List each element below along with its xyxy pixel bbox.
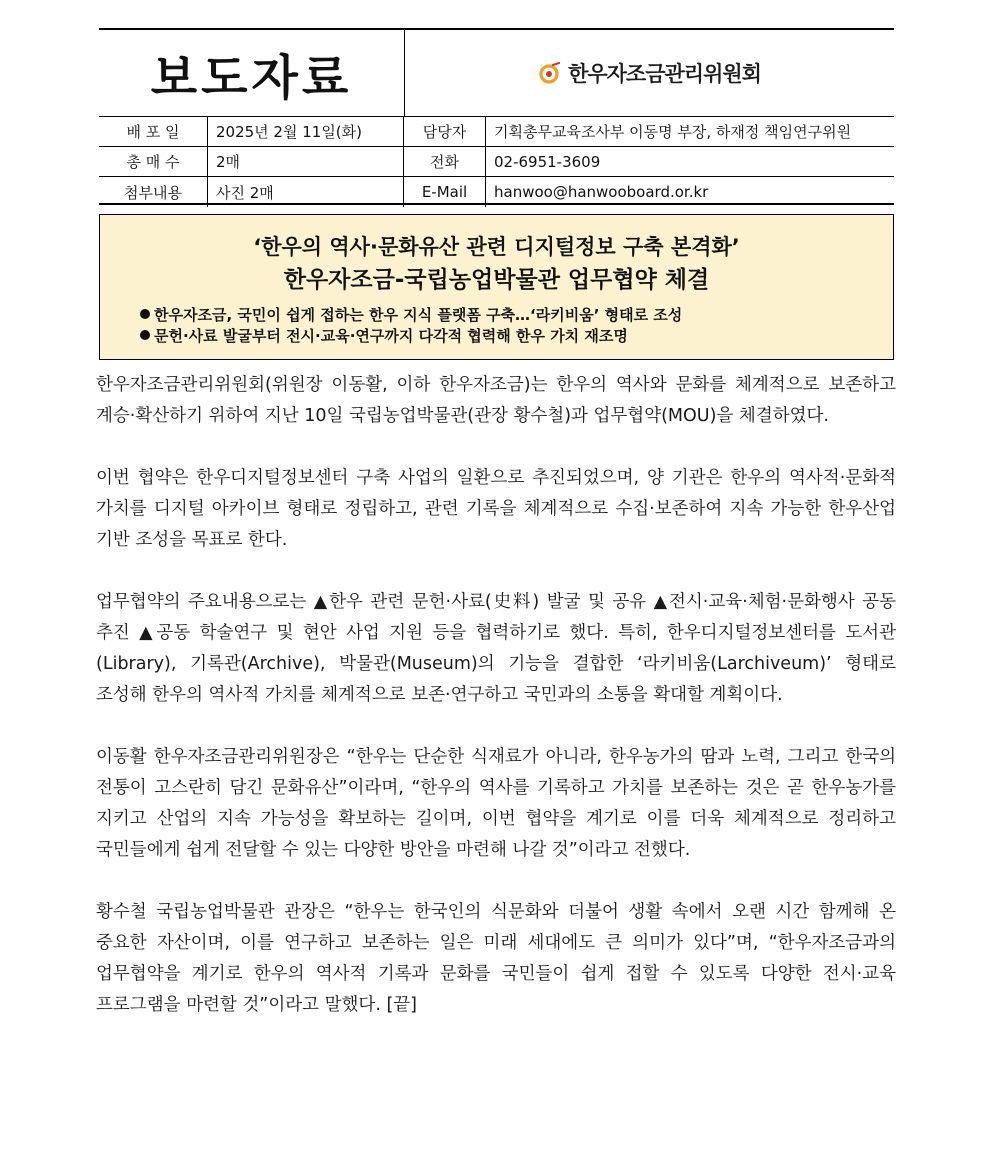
press-header-table — [99, 28, 894, 205]
info-row-release-date — [99, 117, 894, 147]
label-phone: 전화 — [404, 147, 486, 176]
body-paragraph-director-quote: 황수철 국립농업박물관 관장은 “한우는 한국인의 식문화와 더불어 생활 속에서 오랜 시간 함께해 온 중요한 자산이며, 이를 연구하고 보존하는 일은 미래 세대에도 큰 의미가 있다”며, “한우자조금과의 업무협약을 계기로 한우의 역사적 기록과 문화를 국민들이 쉽게 접할 수 있도록 다양한 전시·교육 프로그램을 마련할 것”이라고 말했다. [끝] — [96, 902, 896, 1015]
label-release-date: 배 포 일 — [99, 117, 208, 146]
headline-title: 한우자조금-국립농업박물관 업무협약 체결 — [283, 267, 710, 293]
bullet-text: 한우자조금, 국민이 쉽게 접하는 한우 지식 플랫폼 구축…‘라키비움’ 형태로 조성 — [154, 306, 683, 324]
label-email: E-Mail — [404, 177, 486, 207]
bullet-item — [140, 305, 682, 326]
value-page-count: 2매 — [208, 147, 404, 176]
label-page-count: 총 매 수 — [99, 147, 208, 176]
body-paragraph-chairman-quote: 이동활 한우자조금관리위원장은 “한우는 단순한 식재료가 아니라, 한우농가의 땀과 노력, 그리고 한국의 전통이 고스란히 담긴 문화유산”이라며, “한우의 역사를 기록하고 가치를 보존하는 것은 곧 한우농가를 지키고 산업의 지속 가능성을 확보하는 길이며, 이번 협약을 계기로 이를 더욱 체계적으로 정리하고 국민들에게 쉽게 전달할 수 있는 다양한 방안을 마련해 나갈 것”이라고 전했다. — [96, 747, 896, 860]
bullet-item — [140, 326, 682, 347]
label-attachments: 첨부내용 — [99, 177, 208, 207]
body-paragraph-intro: 한우자조금관리위원회(위원장 이동활, 이하 한우자조금)는 한우의 역사와 문화를 체계적으로 보존하고 계승·확산하기 위하여 지난 10일 국립농업박물관(관장 황수철)과 업무협약(MOU)을 체결하였다. — [96, 375, 896, 426]
header-top-row — [99, 30, 894, 117]
headline-subtitle: ‘한우의 역사·문화유산 관련 디지털정보 구축 본격화’ — [253, 235, 740, 259]
page-title: 보도자료 — [150, 49, 353, 106]
logo-text: 한우자조금관리위원회 — [568, 62, 761, 86]
hanwoo-logo-icon — [538, 61, 562, 85]
info-row-attachments — [99, 177, 894, 207]
bullet-icon — [140, 330, 150, 340]
headline-bullets — [140, 305, 682, 347]
bullet-text: 문헌·사료 발굴부터 전시·교육·연구까지 다각적 협력해 한우 가치 재조명 — [154, 327, 628, 345]
organization-logo — [538, 58, 761, 88]
bullet-icon — [140, 309, 150, 319]
label-contact-person: 담당자 — [404, 117, 486, 146]
value-phone: 02-6951-3609 — [494, 152, 601, 171]
logo-cell — [404, 30, 894, 116]
headline-box — [99, 214, 894, 360]
value-attachments: 사진 2매 — [208, 177, 404, 207]
article-body — [96, 370, 896, 1021]
value-email: hanwoo@hanwooboard.or.kr — [494, 183, 709, 201]
info-row-page-count — [99, 147, 894, 177]
body-paragraph-contents: 업무협약의 주요내용으로는 ▲한우 관련 문헌·사료(史料) 발굴 및 공유 ▲전시·교육·체험·문화행사 공동 추진 ▲공동 학술연구 및 현안 사업 지원 등을 협력하기로 했다. 특히, 한우디지털정보센터를 도서관(Library), 기록관(Archive), 박물관(Museum)의 기능을 결합한 ‘라키비움(Larchiveum)’ 형태로 조성해 한우의 역사적 가치를 체계적으로 보존·연구하고 국민과의 소통을 확대할 계획이다. — [96, 592, 896, 705]
value-contact-person: 기획총무교육조사부 이동명 부장, 하재정 책임연구위원 — [494, 123, 852, 141]
body-paragraph-purpose: 이번 협약은 한우디지털정보센터 구축 사업의 일환으로 추진되었으며, 양 기관은 한우의 역사적·문화적 가치를 디지털 아카이브 형태로 정립하고, 관련 기록을 체계적으로 수집·보존하여 지속 가능한 한우산업 기반 조성을 목표로 한다. — [96, 468, 896, 550]
value-release-date: 2025년 2월 11일(화) — [208, 117, 404, 146]
